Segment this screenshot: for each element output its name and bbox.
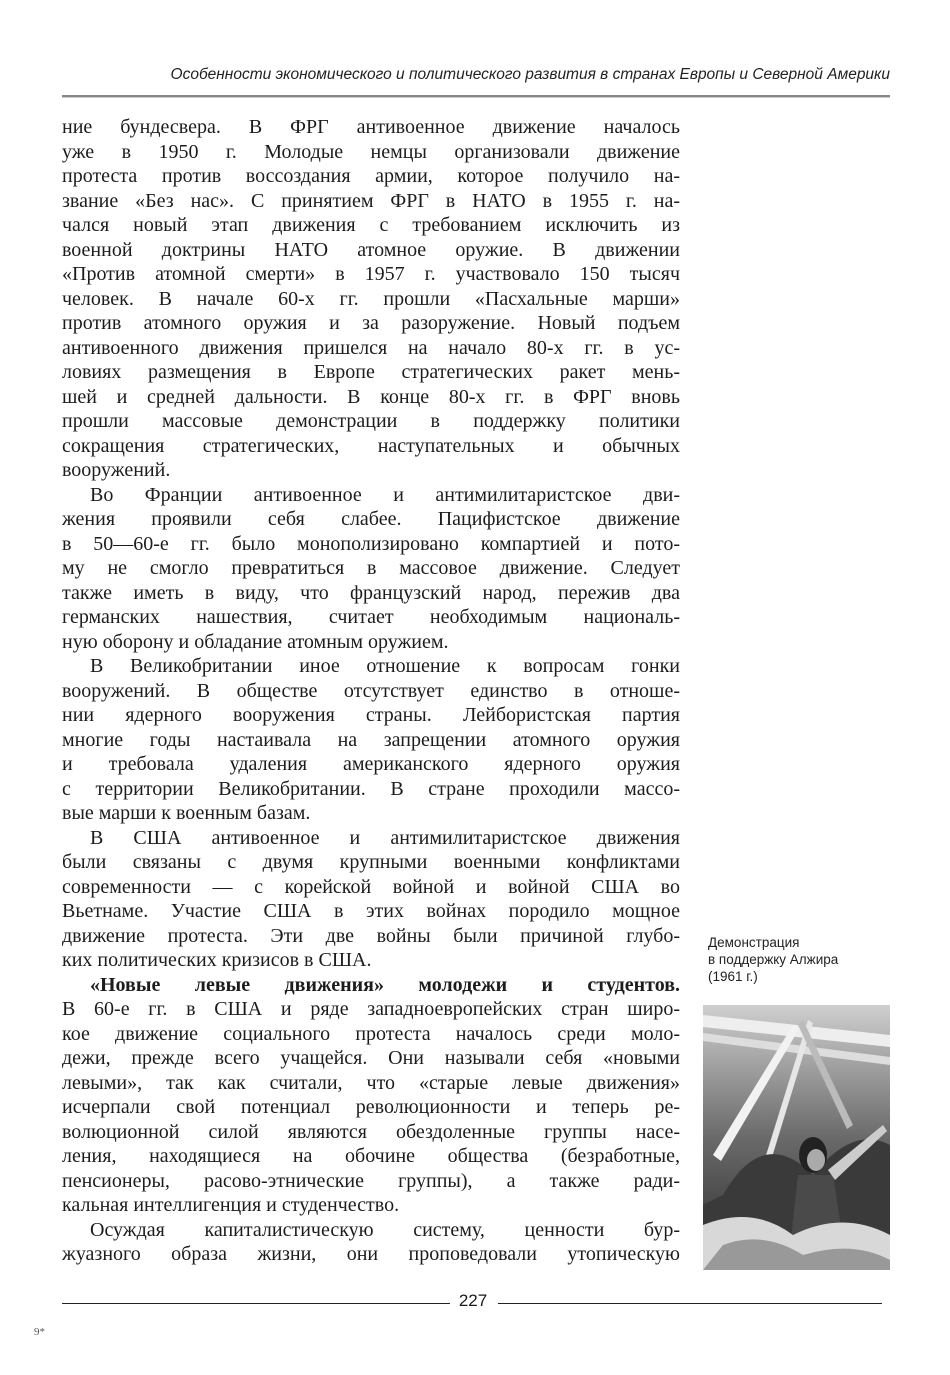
- text-line: сокращения стратегических, наступательных и обычных: [62, 434, 680, 457]
- text-line: прошли массовые демонстрации в поддержку политики: [62, 410, 680, 432]
- text-line: ления, находящиеся на обочине общества (безработные,: [62, 1145, 680, 1167]
- caption-line: (1961 г.): [708, 969, 758, 984]
- text-line: му не смогло превратиться в массовое движение. Следует: [62, 557, 680, 579]
- text-line: вооружений. В обществе отсутствует единство в отноше-: [62, 679, 680, 702]
- text-line: ких политических кризисов в США.: [62, 949, 372, 971]
- text-line: человек. В начале 60-х гг. прошли «Пасхальные марши»: [62, 287, 680, 310]
- text-line: Вьетнаме. Участие США в этих войнах породило мощное: [62, 900, 680, 922]
- header-divider: [62, 95, 890, 98]
- footer-divider-left: [62, 1303, 450, 1304]
- text-line: В США антивоенное и антимилитаристское движения: [90, 826, 680, 849]
- text-line: против атомного оружия и за разоружение. Новый подъем: [62, 312, 680, 334]
- text-line: антивоенного движения пришелся на начало 80-х гг. в ус-: [62, 336, 680, 359]
- text-line: уже в 1950 г. Молодые немцы организовали движение: [62, 140, 680, 163]
- text-line: чался новый этап движения с требованием исключить из: [62, 214, 680, 236]
- text-line: звание «Без нас». С принятием ФРГ в НАТО в 1955 г. на-: [62, 189, 680, 212]
- running-header: Особенности экономического и политического развития в странах Европы и Северной Америки: [170, 66, 890, 83]
- text-line: германских нашествия, считает необходимым националь-: [62, 606, 680, 628]
- text-line: дежи, прежде всего учащейся. Они называли себя «новыми: [62, 1047, 680, 1069]
- footer-divider-right: [498, 1303, 882, 1304]
- text-line: также иметь в виду, что французский народ, пережив два: [62, 581, 680, 604]
- text-line: жения проявили себя слабее. Пацифистское движение: [62, 508, 680, 530]
- text-line: пенсионеры, расово-этнические группы), а также ради-: [62, 1169, 680, 1192]
- text-line: волюционной силой являются обездоленные группы насе-: [62, 1120, 680, 1143]
- demonstration-photo: [703, 1005, 890, 1270]
- text-line: Во Франции антивоенное и антимилитаристское дви-: [90, 483, 680, 506]
- text-line: были связаны с двумя крупными военными конфликтами: [62, 851, 680, 873]
- text-line: кальная интеллигенция и студенчество.: [62, 1194, 400, 1216]
- text-line: и требовала удаления американского ядерного оружия: [62, 753, 680, 775]
- text-line: В Великобритании иное отношение к вопросам гонки: [90, 655, 680, 677]
- text-line: вооружений.: [62, 459, 171, 481]
- text-line: ловиях размещения в Европе стратегических ракет мень-: [62, 361, 680, 383]
- figure-caption: [708, 934, 888, 985]
- text-line: ние бундесвера. В ФРГ антивоенное движение началось: [62, 116, 680, 138]
- caption-line: в поддержку Алжира: [708, 952, 839, 967]
- text-line: левыми», так как считали, что «старые левые движения»: [62, 1071, 680, 1094]
- body-text: [62, 115, 680, 1267]
- text-line: В 60-е гг. в США и ряде западноевропейских стран широ-: [62, 998, 680, 1020]
- text-line: современности — с корейской войной и войной США во: [62, 875, 680, 898]
- text-line: «Против атомной смерти» в 1957 г. участвовало 150 тысяч: [62, 263, 680, 285]
- text-line: вые марши к военным базам.: [62, 802, 311, 824]
- text-line: протеста против воссоздания армии, которое получило на-: [62, 165, 680, 187]
- signature-mark: 9*: [34, 1326, 45, 1338]
- text-line: ную оборону и обладание атомным оружием.: [62, 630, 449, 653]
- text-line: движение протеста. Эти две войны были причиной глубо-: [62, 924, 680, 947]
- text-line: Осуждая капиталистическую систему, ценности бур-: [90, 1218, 680, 1241]
- text-line: нии ядерного вооружения страны. Лейбористская партия: [62, 704, 680, 726]
- text-line: кое движение социального протеста началось среди моло-: [62, 1022, 680, 1045]
- text-line: жуазного образа жизни, они проповедовали утопическую: [62, 1243, 680, 1265]
- page-number: 227: [458, 1291, 488, 1310]
- text-line: военной доктрины НАТО атомное оружие. В движении: [62, 238, 680, 261]
- caption-line: Демонстрация: [708, 935, 800, 950]
- section-heading-line: «Новые левые движения» молодежи и студентов.: [90, 973, 680, 996]
- text-line: многие годы настаивала на запрещении атомного оружия: [62, 728, 680, 751]
- text-line: в 50—60-е гг. было монополизировано компартией и пото-: [62, 532, 680, 555]
- text-line: с территории Великобритании. В стране проходили массо-: [62, 777, 680, 800]
- text-line: исчерпали свой потенциал революционности и теперь ре-: [62, 1096, 680, 1118]
- text-line: шей и средней дальности. В конце 80-х гг. в ФРГ вновь: [62, 385, 680, 408]
